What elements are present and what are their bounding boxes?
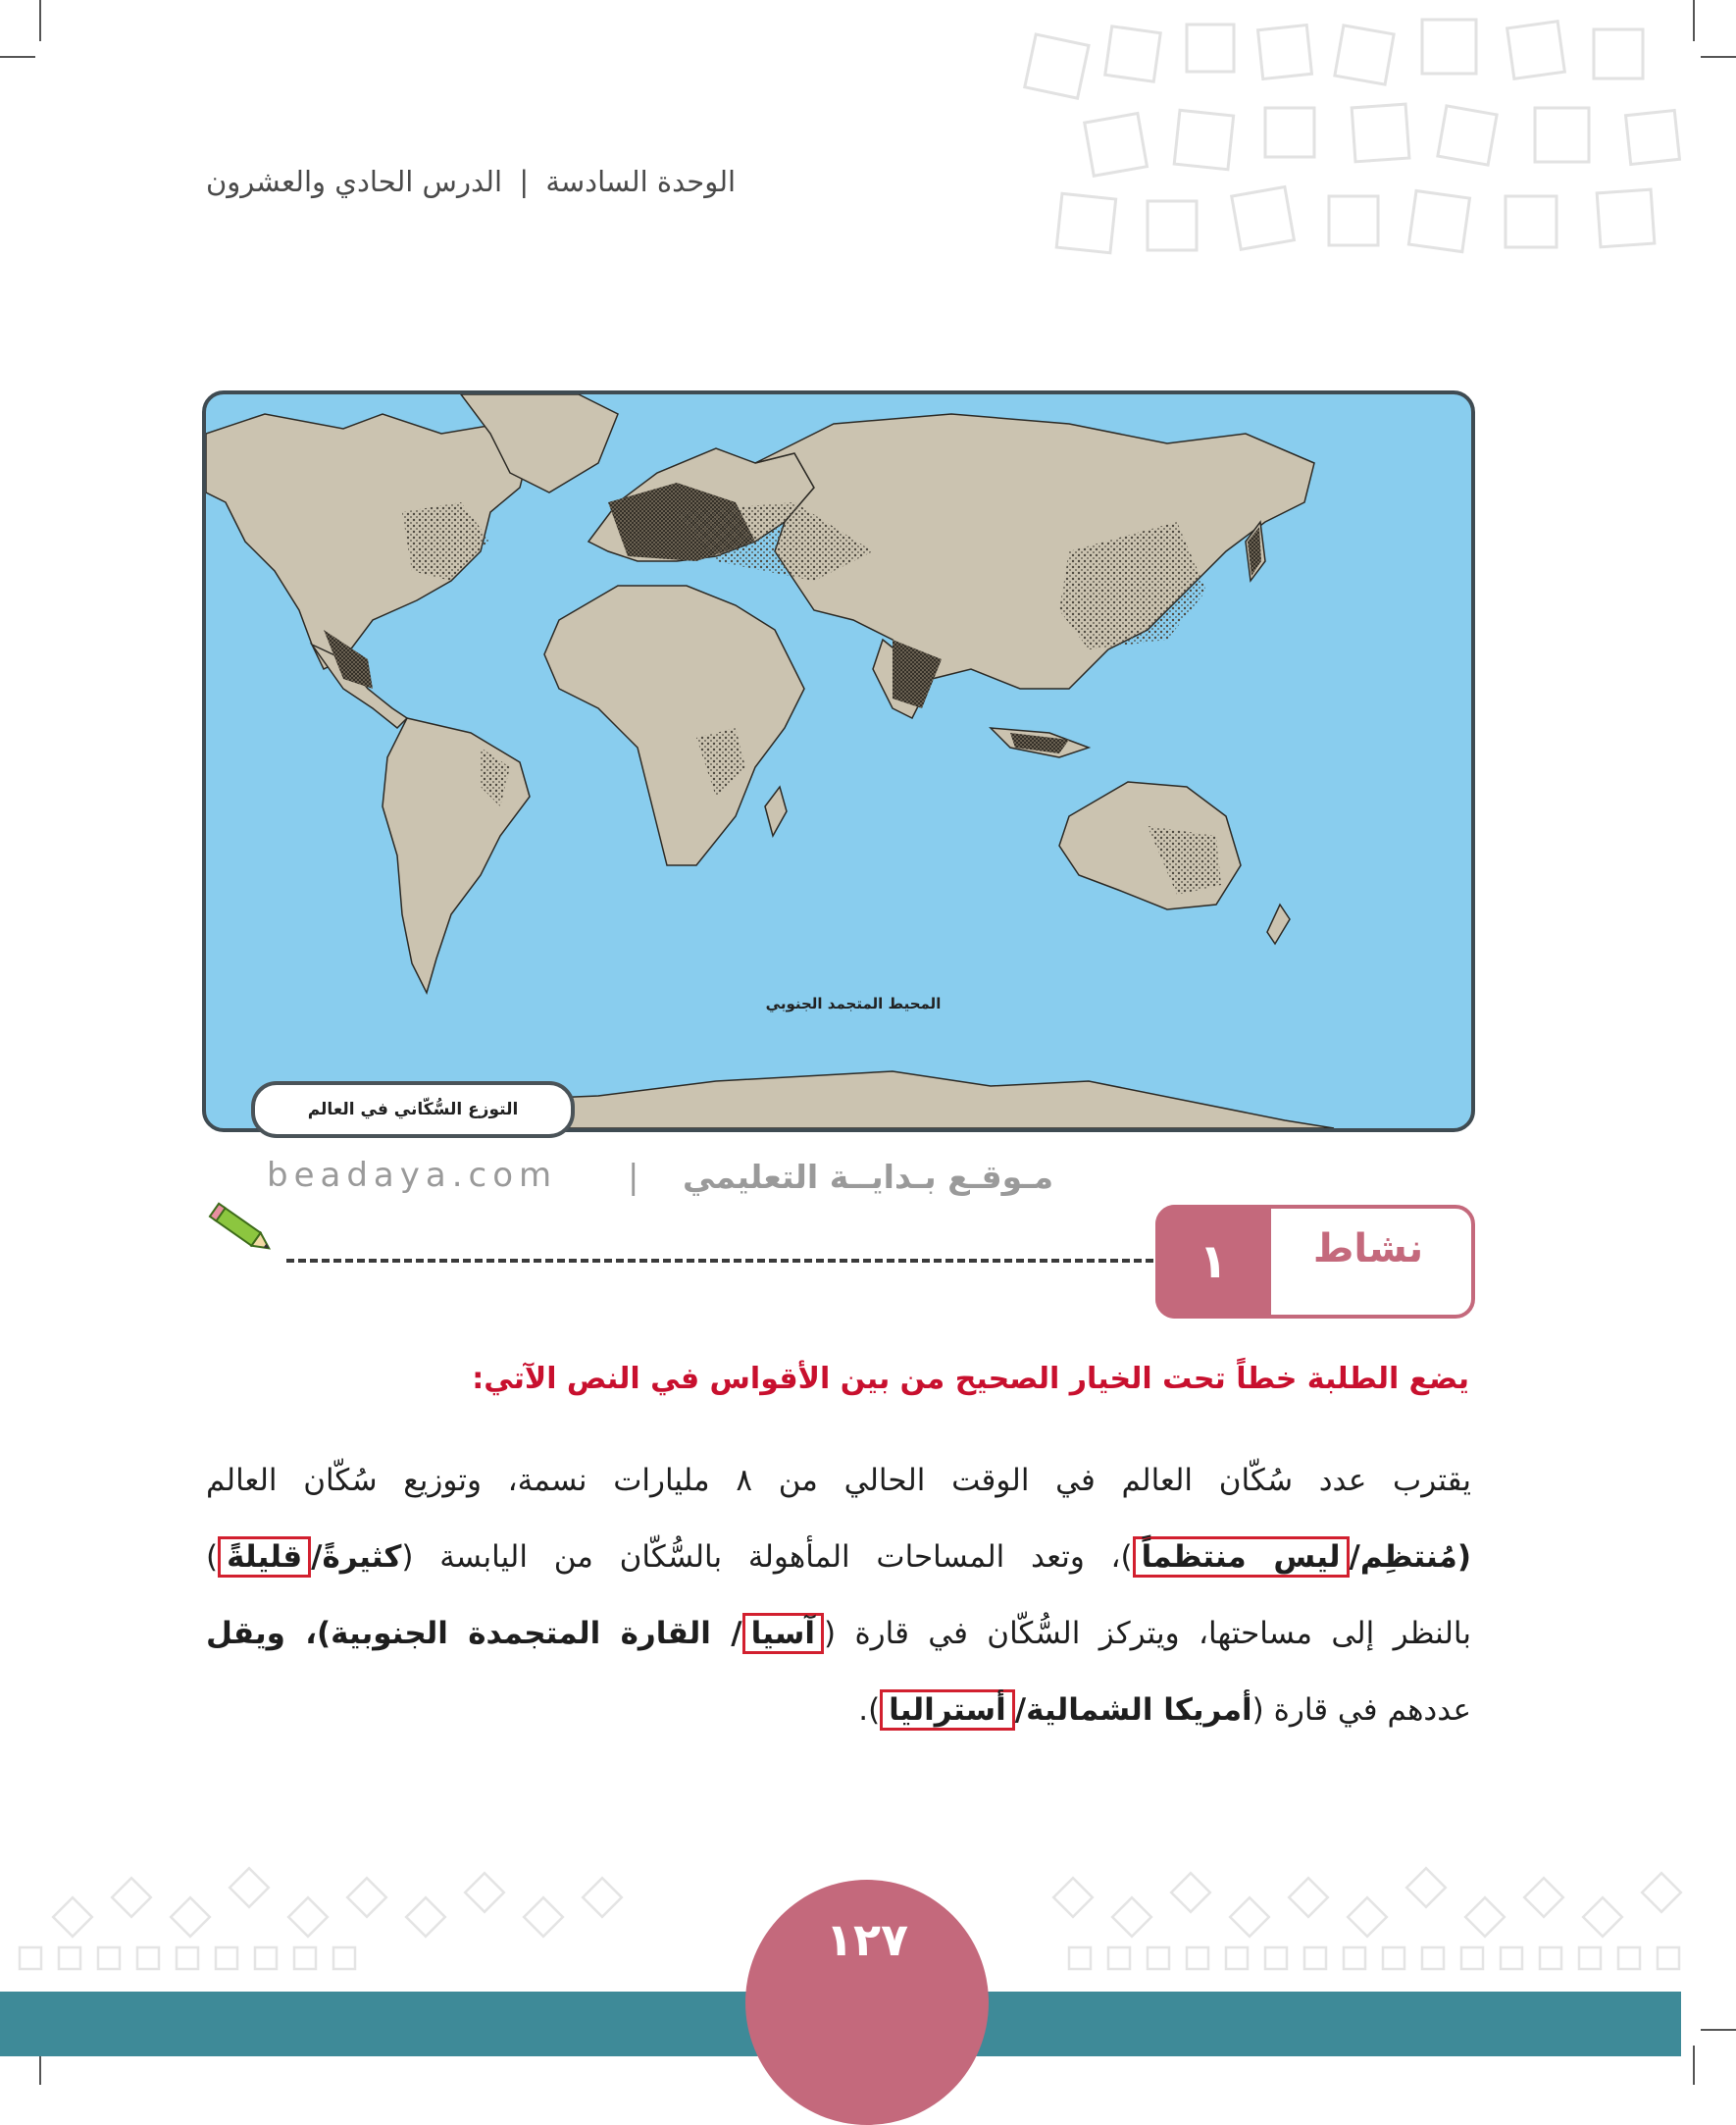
map-caption: التوزع السُّكّاني في العالم: [251, 1081, 575, 1138]
watermark-url: beadaya.com: [267, 1156, 558, 1195]
paragraph-text: ): [206, 1539, 219, 1575]
paragraph-text: ).: [858, 1692, 881, 1728]
lesson-title: الدرس الحادي والعشرون: [206, 165, 503, 198]
activity-instruction: يضع الطلبة خطاً تحت الخيار الصحيح من بين الأقواس في النص الآتي:: [472, 1362, 1469, 1396]
paragraph-line: [206, 1519, 1471, 1595]
south-america: [383, 718, 530, 993]
watermark-separator: |: [628, 1158, 639, 1197]
new-zealand: [1267, 905, 1290, 944]
paragraph-text: )، وتعد المساحات المأهولة بالسُّكّان من اليابسة (: [401, 1539, 1133, 1575]
africa: [544, 586, 804, 865]
option-text: / القارة المتجمدة الجنوبية)، ويقل: [206, 1616, 742, 1651]
activity-label: نشاط: [1312, 1226, 1424, 1271]
header-separator: |: [519, 165, 530, 198]
madagascar: [765, 787, 787, 836]
unit-lesson-header: [206, 165, 736, 198]
paragraph-line: [206, 1672, 1471, 1748]
paragraph-line: [206, 1595, 1471, 1672]
crop-mark: [1701, 2029, 1736, 2031]
crop-mark: [1693, 2046, 1695, 2085]
watermark-site-name: مـوقـع بـدايــة التعليمي: [682, 1158, 1054, 1196]
selected-answer-box: آسيا: [742, 1613, 824, 1654]
crop-mark: [0, 56, 35, 58]
unit-title: الوحدة السادسة: [545, 165, 737, 198]
activity-divider: [286, 1259, 1153, 1263]
world-population-map: [202, 390, 1475, 1132]
pencil-icon: [206, 1199, 281, 1262]
option-text: أمريكا الشمالية/: [1014, 1692, 1252, 1728]
paragraph-text: عددهم في قارة (: [1251, 1692, 1471, 1728]
ocean-label: المحيط المتجمد الجنوبي: [765, 995, 942, 1012]
activity-number: ١: [1155, 1205, 1271, 1319]
selected-answer-box: ليس منتظماً: [1133, 1536, 1350, 1578]
activity-paragraph: [206, 1442, 1471, 1748]
paragraph-text: بالنظر إلى مساحتها، ويتركز السُّكّان في قارة (: [823, 1616, 1471, 1651]
selected-answer-box: أستراليا: [880, 1689, 1015, 1731]
option-text: (مُنتظِم/: [1349, 1539, 1471, 1575]
paragraph-line: يقترب عدد سُكّان العالم في الوقت الحالي من ٨ مليارات نسمة، وتوزيع سُكّان العالم: [206, 1463, 1471, 1498]
map-svg: [206, 394, 1471, 1128]
antarctica: [451, 1071, 1334, 1128]
page-number: ١٢٧: [825, 1913, 909, 1966]
crop-mark: [39, 0, 41, 41]
selected-answer-box: قليلةً: [218, 1536, 311, 1578]
option-text: كثيرةً/: [311, 1539, 402, 1575]
decorative-pattern-top: [1000, 0, 1736, 294]
